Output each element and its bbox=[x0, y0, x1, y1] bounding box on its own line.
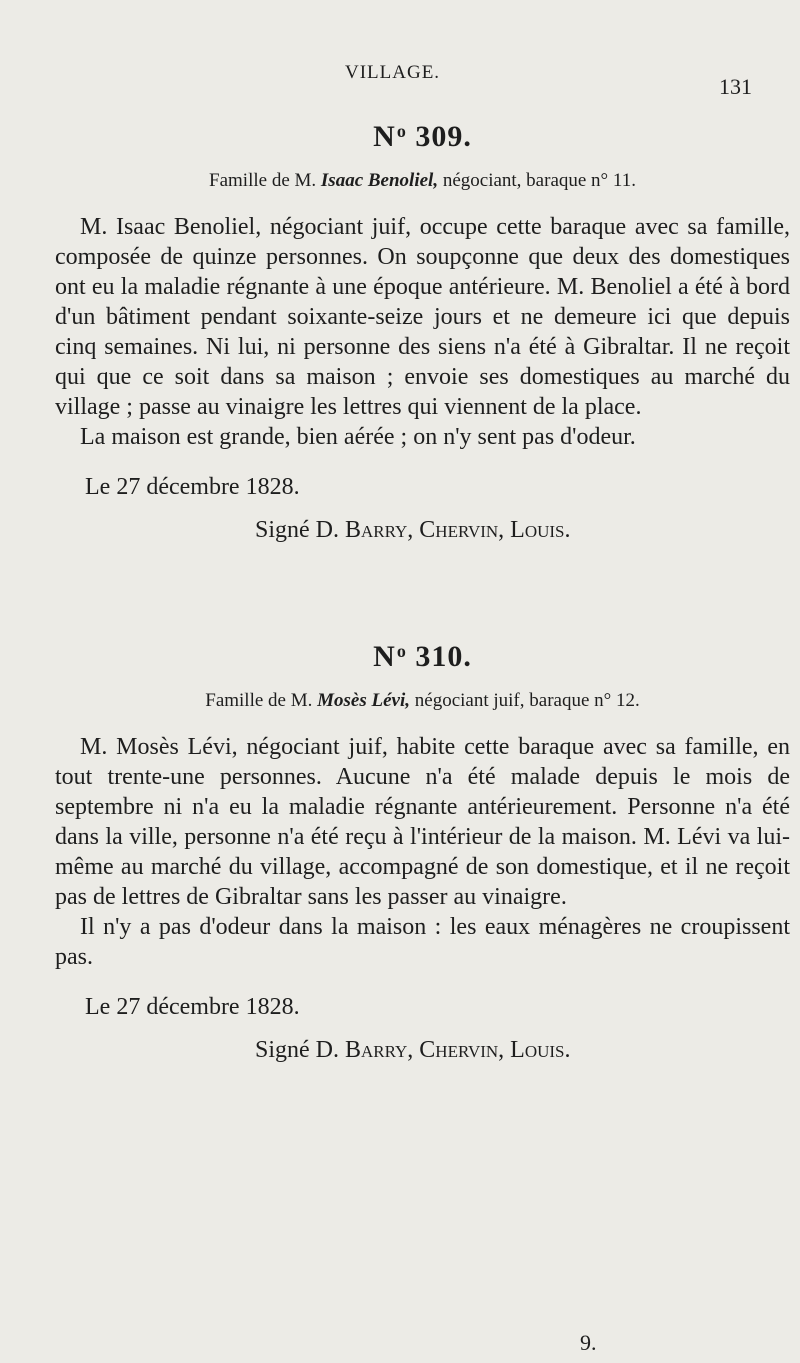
running-head bbox=[0, 62, 800, 99]
entry-number-prefix: N bbox=[373, 640, 396, 673]
entry-signature bbox=[255, 1037, 790, 1064]
entry-date: Le 27 décembre 1828. bbox=[85, 474, 300, 500]
entry-paragraph: La maison est grande, bien aérée ; on n'y sent pas d'odeur. bbox=[80, 424, 636, 450]
page-number: 131 bbox=[719, 74, 752, 99]
entry-date: Le 27 décembre 1828. bbox=[85, 994, 300, 1020]
entry-309 bbox=[55, 120, 790, 544]
entry-paragraph: M. Mosès Lévi, négociant juif, habite cette baraque avec sa famille, en tout trente-une personnes. Aucune n'a été malade depuis le mois de septembre ni n'a eu la maladie régnante antérieurement. Personne n'a été dans la ville, personne n'a été reçu à l'intérieur de la maison. M. Lévi va lui-même au marché du village, accompagné de son domestique, et il ne reçoit pas de lettres de Gibraltar sans les passer au vinaigre. bbox=[55, 734, 790, 910]
entry-310 bbox=[55, 640, 790, 1064]
signatories: Barry, Chervin, Louis. bbox=[345, 517, 571, 543]
subtitle-name: Isaac Benoliel, bbox=[320, 170, 439, 191]
entry-number-prefix: N bbox=[373, 120, 396, 153]
entry-subtitle bbox=[55, 690, 790, 712]
running-title: VILLAGE. bbox=[345, 62, 441, 83]
entry-paragraph: Il n'y a pas d'odeur dans la maison : les eaux ménagères ne croupissent pas. bbox=[55, 914, 790, 970]
entry-number-sup: o bbox=[396, 121, 407, 141]
signed-label: Signé D. bbox=[255, 517, 345, 543]
subtitle-prefix: Famille de M. bbox=[209, 170, 321, 191]
subtitle-suffix: négociant, baraque n° 11. bbox=[438, 170, 636, 191]
entry-subtitle bbox=[55, 170, 790, 192]
entry-number-value: 310. bbox=[406, 640, 472, 673]
subtitle-name: Mosès Lévi, bbox=[317, 690, 411, 711]
entry-number-value: 309. bbox=[406, 120, 472, 153]
subtitle-suffix: négociant juif, baraque n° 12. bbox=[410, 690, 640, 711]
signatories: Barry, Chervin, Louis. bbox=[345, 1037, 571, 1063]
entry-paragraph: M. Isaac Benoliel, négociant juif, occupe cette baraque avec sa famille, composée de quinze personnes. On soupçonne que deux des domestiques ont eu la maladie régnante à une époque antérieure. M. Benoliel a été à bord d'un bâtiment pendant soixante-seize jours et ne demeure ici que depuis cinq semaines. Ni lui, ni personne des siens n'a été à Gibraltar. Il ne reçoit qui que ce soit dans sa maison ; envoie ses domestiques au marché du village ; passe au vinaigre les lettres qui viennent de la place. bbox=[55, 214, 790, 420]
entry-number-sup: o bbox=[396, 641, 407, 661]
entry-number bbox=[55, 640, 790, 674]
signature-mark: 9. bbox=[580, 1330, 597, 1355]
signed-label: Signé D. bbox=[255, 1037, 345, 1063]
entry-signature bbox=[255, 517, 790, 544]
subtitle-prefix: Famille de M. bbox=[205, 690, 318, 711]
entry-number bbox=[55, 120, 790, 154]
